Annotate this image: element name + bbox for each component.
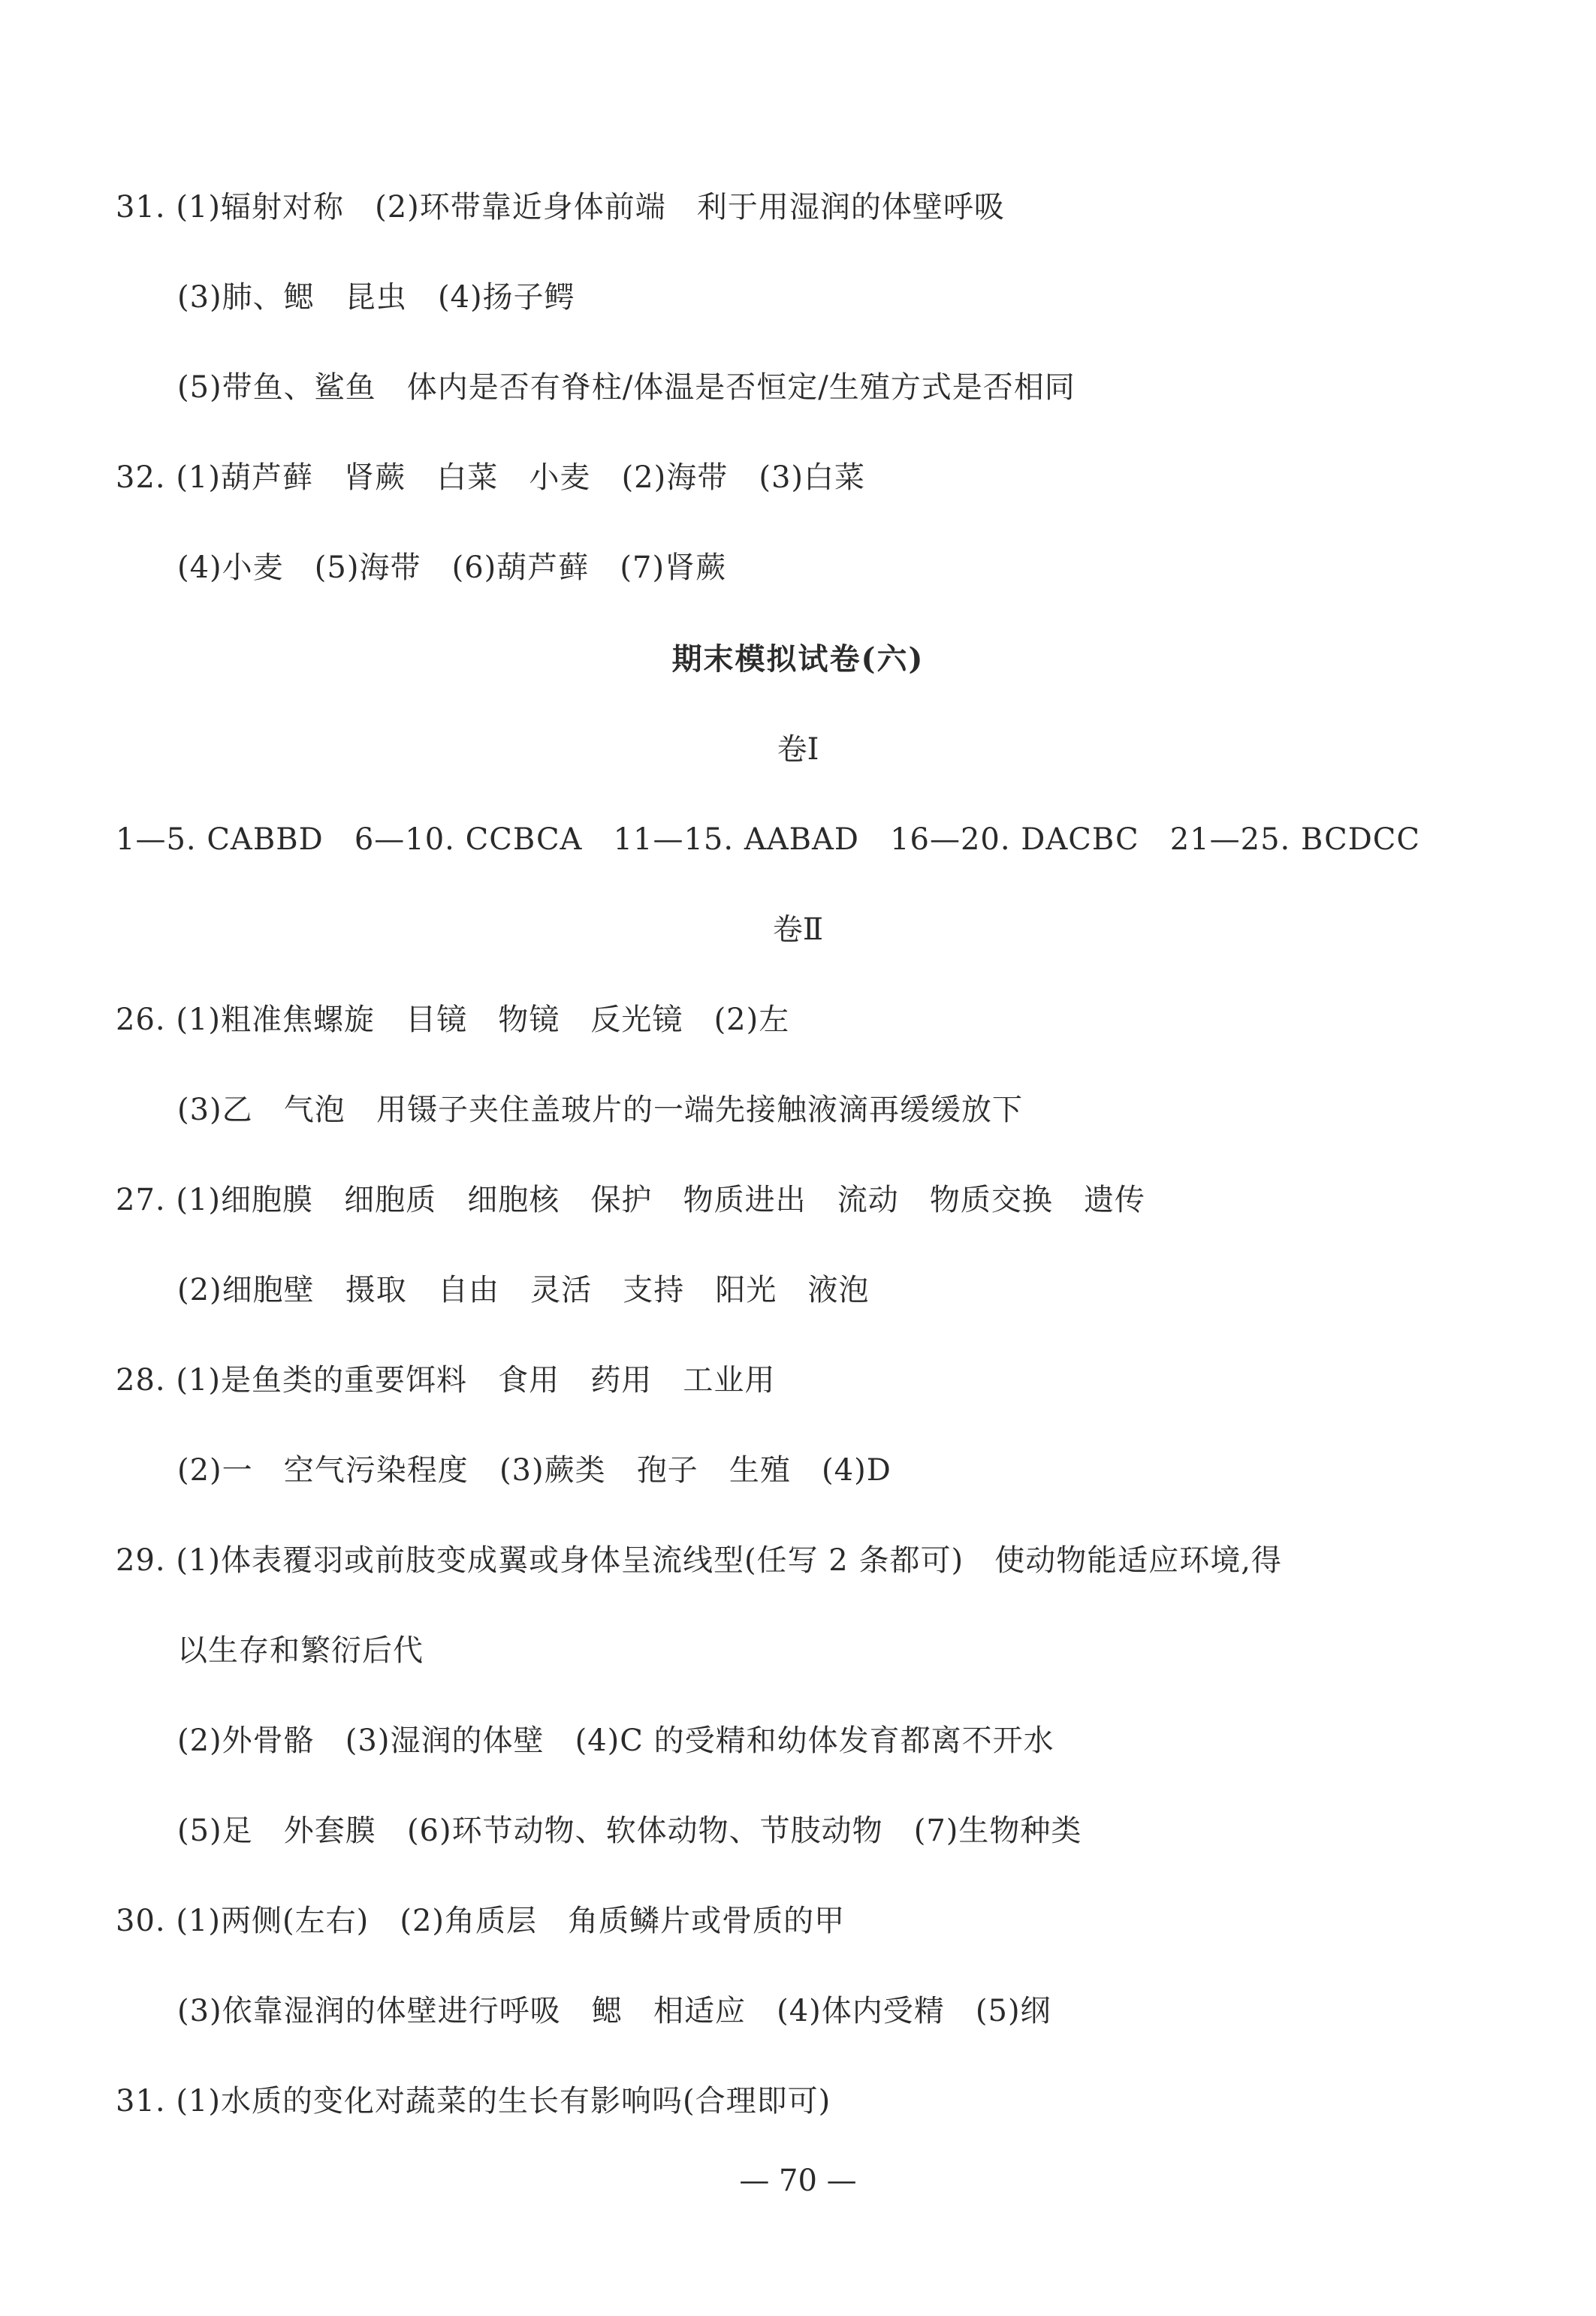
answer-32-part4: (4)小麦 (5)海带 (6)葫芦藓 (7)肾蕨 [177, 550, 727, 585]
answer-30-part1: 30. (1)两侧(左右) (2)角质层 角质鳞片或骨质的甲 [116, 1904, 846, 1938]
answer-29-part2: (2)外骨骼 (3)湿润的体壁 (4)C 的受精和幼体发育都离不开水 [177, 1723, 1054, 1758]
answer-28-part1: 28. (1)是鱼类的重要饵料 食用 药用 工业用 [116, 1363, 776, 1398]
answer-29-part1-continued: 以生存和繁衍后代 [177, 1633, 424, 1668]
answer-28-part2: (2)一 空气污染程度 (3)蕨类 孢子 生殖 (4)D [177, 1453, 892, 1488]
answer-27-part2: (2)细胞壁 摄取 自由 灵活 支持 阳光 液泡 [177, 1273, 870, 1307]
multiple-choice-answers: 1—5. CABBD 6—10. CCBCA 11—15. AABAD 16—20. DACBC 21—25. BCDCC [116, 822, 1421, 857]
answer-29-part5: (5)足 外套膜 (6)环节动物、软体动物、节肢动物 (7)生物种类 [177, 1814, 1082, 1848]
answer-32-part1: 32. (1)葫芦藓 肾蕨 白菜 小麦 (2)海带 (3)白菜 [116, 460, 866, 495]
exam-title: 期末模拟试卷(六) [671, 641, 925, 677]
volume-2-heading: 卷Ⅱ [772, 912, 824, 947]
answer-27-part1: 27. (1)细胞膜 细胞质 细胞核 保护 物质进出 流动 物质交换 遗传 [116, 1183, 1145, 1217]
answer-29-part1: 29. (1)体表覆羽或前肢变成翼或身体呈流线型(任写 2 条都可) 使动物能适应环境,得 [116, 1543, 1282, 1578]
answer-31b-part1: 31. (1)水质的变化对蔬菜的生长有影响吗(合理即可) [116, 2084, 831, 2118]
answer-30-part3: (3)依靠湿润的体壁进行呼吸 鳃 相适应 (4)体内受精 (5)纲 [177, 1994, 1051, 2028]
answer-31-part3: (3)肺、鳃 昆虫 (4)扬子鳄 [177, 280, 575, 315]
answer-31-part1: 31. (1)辐射对称 (2)环带靠近身体前端 利于用湿润的体壁呼吸 [116, 190, 1005, 225]
volume-1-heading: 卷Ⅰ [777, 732, 819, 767]
answer-26-part3: (3)乙 气泡 用镊子夹住盖玻片的一端先接触液滴再缓缓放下 [177, 1093, 1023, 1127]
page-number: — 70 — [739, 2164, 857, 2198]
answer-26-part1: 26. (1)粗准焦螺旋 目镜 物镜 反光镜 (2)左 [116, 1003, 790, 1037]
answer-31-part5: (5)带鱼、鲨鱼 体内是否有脊柱/体温是否恒定/生殖方式是否相同 [177, 370, 1076, 405]
